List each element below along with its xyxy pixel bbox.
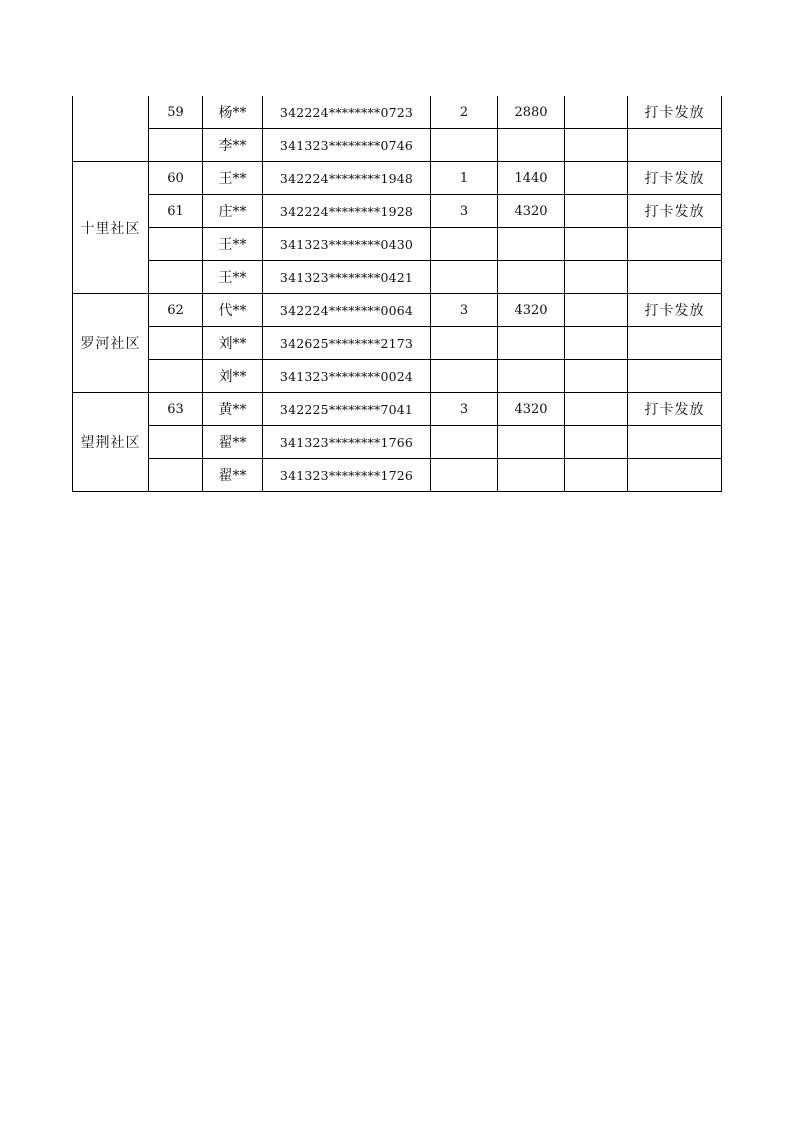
id-number: 342224********0064 [263, 294, 431, 327]
household-count [431, 360, 498, 393]
row-number [149, 228, 203, 261]
remark-cell [565, 129, 628, 162]
subsidy-amount [498, 360, 565, 393]
id-number: 341323********0430 [263, 228, 431, 261]
household-count [431, 228, 498, 261]
subsidy-amount [498, 261, 565, 294]
community-cell [73, 96, 149, 162]
household-count: 3 [431, 294, 498, 327]
payment-method [628, 459, 722, 492]
household-count: 3 [431, 195, 498, 228]
table-row [73, 96, 722, 129]
payment-method [628, 426, 722, 459]
household-count [431, 426, 498, 459]
remark-cell [565, 96, 628, 129]
payment-method: 打卡发放 [628, 393, 722, 426]
household-count: 3 [431, 393, 498, 426]
remark-cell [565, 261, 628, 294]
payment-method [628, 360, 722, 393]
subsidy-amount: 4320 [498, 393, 565, 426]
subsidy-amount: 4320 [498, 294, 565, 327]
person-name: 李** [203, 129, 263, 162]
id-number: 342225********7041 [263, 393, 431, 426]
table-row [73, 459, 722, 492]
household-count [431, 261, 498, 294]
row-number [149, 261, 203, 294]
person-name: 翟** [203, 426, 263, 459]
person-name: 杨** [203, 96, 263, 129]
table-row [73, 327, 722, 360]
subsidy-amount [498, 459, 565, 492]
remark-cell [565, 294, 628, 327]
remark-cell [565, 426, 628, 459]
subsidy-amount: 4320 [498, 195, 565, 228]
id-number: 341323********1726 [263, 459, 431, 492]
subsidy-amount [498, 327, 565, 360]
table-row [73, 294, 722, 327]
table-row [73, 195, 722, 228]
household-count: 1 [431, 162, 498, 195]
payment-method [628, 261, 722, 294]
id-number: 342625********2173 [263, 327, 431, 360]
row-number: 63 [149, 393, 203, 426]
id-number: 341323********0421 [263, 261, 431, 294]
household-count [431, 459, 498, 492]
table-row [73, 426, 722, 459]
subsidy-amount: 1440 [498, 162, 565, 195]
remark-cell [565, 393, 628, 426]
payment-method [628, 327, 722, 360]
row-number [149, 459, 203, 492]
remark-cell [565, 162, 628, 195]
person-name: 黄** [203, 393, 263, 426]
row-number: 62 [149, 294, 203, 327]
subsidy-amount: 2880 [498, 96, 565, 129]
roster-table [72, 96, 722, 492]
person-name: 刘** [203, 360, 263, 393]
person-name: 王** [203, 228, 263, 261]
remark-cell [565, 459, 628, 492]
row-number [149, 129, 203, 162]
id-number: 342224********1928 [263, 195, 431, 228]
household-count [431, 327, 498, 360]
subsidy-amount [498, 228, 565, 261]
payment-method [628, 129, 722, 162]
id-number: 341323********0746 [263, 129, 431, 162]
remark-cell [565, 195, 628, 228]
row-number [149, 426, 203, 459]
household-count: 2 [431, 96, 498, 129]
id-number: 342224********1948 [263, 162, 431, 195]
household-count [431, 129, 498, 162]
payment-method: 打卡发放 [628, 162, 722, 195]
person-name: 王** [203, 261, 263, 294]
payment-method: 打卡发放 [628, 96, 722, 129]
row-number: 59 [149, 96, 203, 129]
table-row [73, 129, 722, 162]
person-name: 王** [203, 162, 263, 195]
payment-method: 打卡发放 [628, 294, 722, 327]
person-name: 翟** [203, 459, 263, 492]
table-row [73, 393, 722, 426]
roster-body [73, 96, 722, 492]
id-number: 341323********0024 [263, 360, 431, 393]
community-cell: 望荆社区 [73, 393, 149, 492]
community-cell: 罗河社区 [73, 294, 149, 393]
person-name: 刘** [203, 327, 263, 360]
community-cell: 十里社区 [73, 162, 149, 294]
payment-method: 打卡发放 [628, 195, 722, 228]
remark-cell [565, 360, 628, 393]
payment-method [628, 228, 722, 261]
id-number: 341323********1766 [263, 426, 431, 459]
table-row [73, 228, 722, 261]
row-number [149, 327, 203, 360]
person-name: 庄** [203, 195, 263, 228]
id-number: 342224********0723 [263, 96, 431, 129]
person-name: 代** [203, 294, 263, 327]
row-number [149, 360, 203, 393]
subsidy-amount [498, 426, 565, 459]
subsidy-amount [498, 129, 565, 162]
table-row [73, 360, 722, 393]
table-row [73, 261, 722, 294]
row-number: 61 [149, 195, 203, 228]
remark-cell [565, 327, 628, 360]
remark-cell [565, 228, 628, 261]
row-number: 60 [149, 162, 203, 195]
table-row [73, 162, 722, 195]
